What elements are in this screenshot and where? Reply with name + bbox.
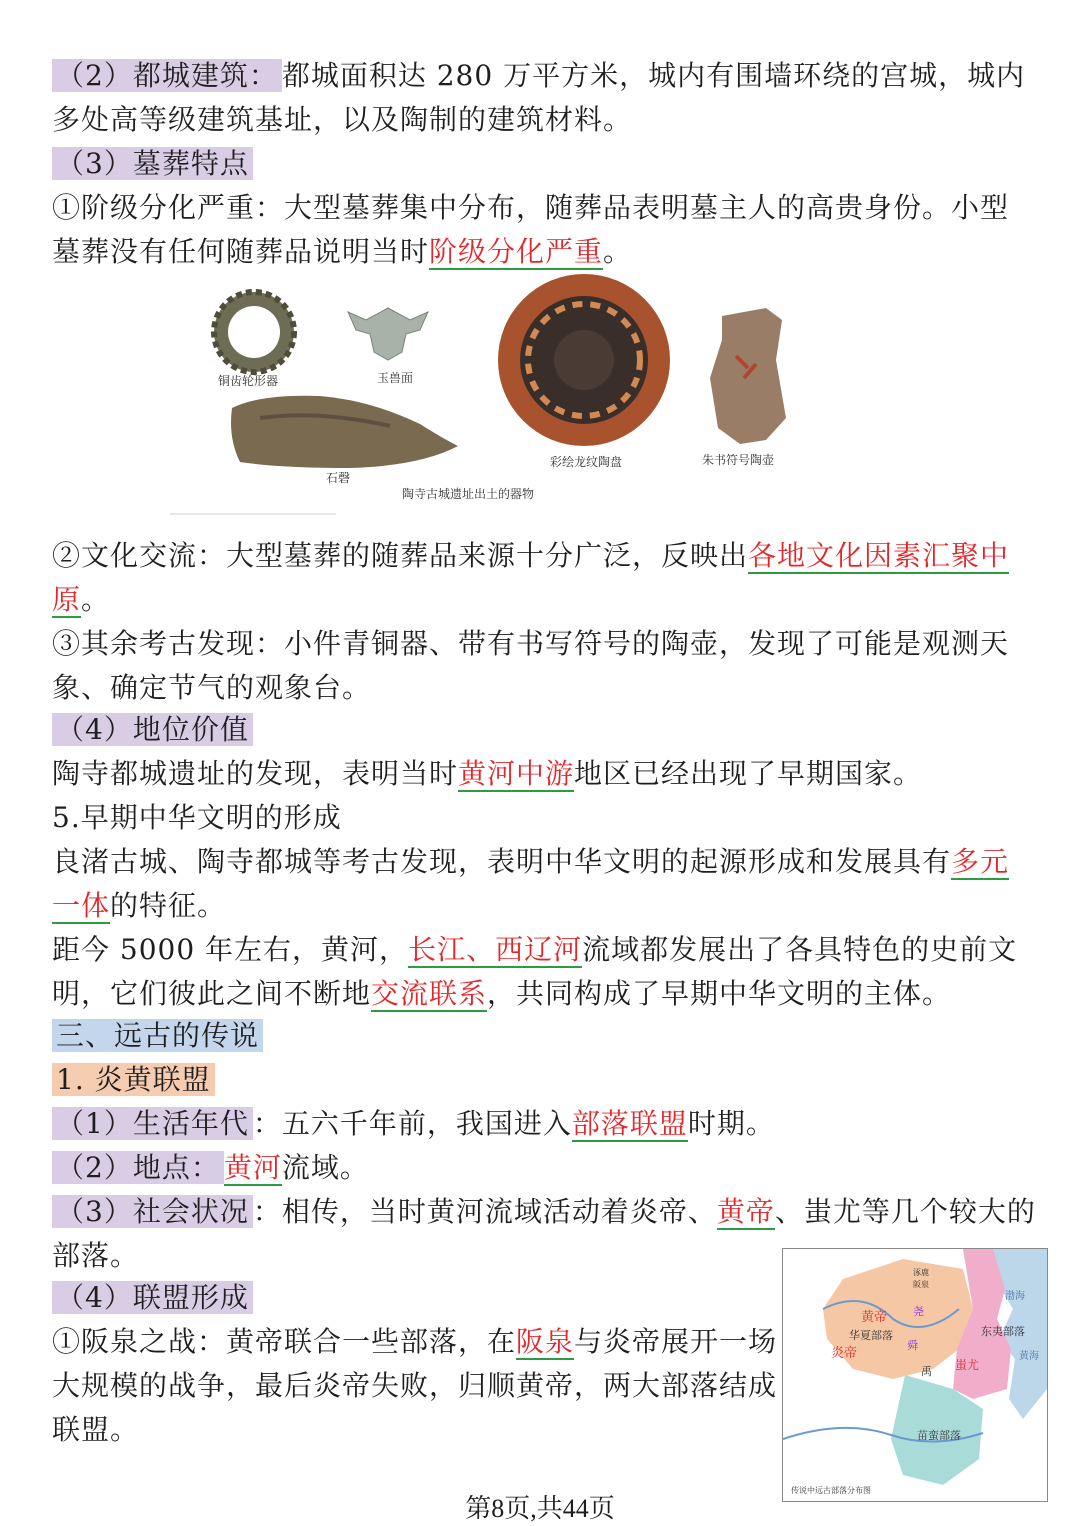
key-term: 多元 (951, 845, 1010, 878)
key-term: 一体 (52, 889, 111, 922)
heading-location: （2）地点： (52, 1151, 224, 1184)
caption-chime: 石磬 (326, 471, 351, 485)
text: 部落。 (52, 1239, 140, 1272)
text: 墓葬没有任何随葬品说明当时 (52, 235, 430, 268)
line (52, 1058, 215, 1102)
key-term: 交流联系 (371, 977, 488, 1010)
heading-burial-features: （3）墓葬特点 (52, 147, 253, 180)
text: ：五六千年前，我国进入 (252, 1107, 572, 1140)
line (52, 840, 1009, 884)
key-term: 各地文化因素汇聚中 (748, 539, 1010, 572)
label-bohai: 渤海 (1005, 1291, 1025, 1302)
artifacts-figure (170, 268, 830, 518)
line (52, 1102, 775, 1146)
text: 时期。 (687, 1107, 775, 1140)
text: 象、确定节气的观象台。 (52, 671, 372, 704)
subsection-heading: 1. 炎黄联盟 (52, 1063, 215, 1096)
key-term: 长江、西辽河 (408, 933, 583, 966)
line-capital-buildings (52, 54, 1025, 98)
line (52, 708, 253, 752)
inscribed-pot-image (710, 308, 786, 444)
text: 流域。 (281, 1151, 369, 1184)
label-yao: 尧 (913, 1305, 924, 1318)
heading-status-value: （4）地位价值 (52, 713, 253, 746)
line (52, 578, 110, 622)
text: 与炎帝展开一场 (574, 1325, 778, 1358)
text: 大规模的战争，最后炎帝失败，归顺黄帝，两大部落结成 (52, 1369, 778, 1402)
line (52, 1320, 777, 1364)
text: ①阪泉之战：黄帝联合一些部落，在 (52, 1325, 517, 1358)
label-yu: 禹 (921, 1365, 932, 1378)
text: 、蚩尤等几个较大的 (774, 1195, 1036, 1228)
tribes-map (782, 1248, 1048, 1502)
caption-gear: 铜齿轮形器 (218, 374, 279, 388)
line (52, 1276, 253, 1320)
section-heading: 5.早期中华文明的形成 (52, 801, 342, 834)
label-banquan: 阪泉 (913, 1280, 929, 1289)
figure-caption: 陶寺古城遗址出土的器物 (402, 487, 535, 501)
label-huangdi: 黄帝 (861, 1310, 888, 1325)
line (52, 796, 342, 840)
text: 。 (603, 235, 633, 268)
text: 陶寺都城遗址的发现，表明当时 (52, 757, 459, 790)
text: 的特征。 (110, 889, 227, 922)
text: 地区已经出现了早期国家。 (574, 757, 923, 790)
key-term: 阪泉 (516, 1325, 575, 1358)
line (52, 928, 1017, 972)
text: 良渚古城、陶寺都城等考古发现，表明中华文明的起源形成和发展具有 (52, 845, 952, 878)
page-footer: 第8页,共44页 (465, 1494, 615, 1523)
caption-jade: 玉兽面 (377, 371, 414, 385)
label-miaoman: 苗蛮部落 (917, 1429, 961, 1442)
key-term: 阶级分化严重 (429, 235, 604, 268)
label-shun: 舜 (907, 1339, 918, 1352)
jade-mask-image (348, 308, 428, 360)
line (52, 98, 632, 142)
stone-chime-image (231, 396, 458, 468)
label-dongyi: 东夷部落 (981, 1325, 1025, 1338)
text: ②文化交流：大型墓葬的随葬品来源十分广泛，反映出 (52, 539, 749, 572)
map-caption: 传说中远古部落分布图 (791, 1486, 871, 1495)
line (52, 1190, 1036, 1234)
line (52, 142, 253, 186)
text: 多处高等级建筑基址，以及陶制的建筑材料。 (52, 103, 633, 136)
line (52, 972, 951, 1016)
label-huanghai: 黄海 (1019, 1351, 1039, 1362)
heading-alliance: （4）联盟形成 (52, 1281, 253, 1314)
heading-era: （1）生活年代 (52, 1107, 253, 1140)
key-term: 黄河中游 (458, 757, 575, 790)
line (52, 186, 1009, 230)
line (52, 1364, 777, 1408)
line (52, 1014, 263, 1058)
line (52, 884, 226, 928)
caption-pot: 朱书符号陶壶 (702, 453, 775, 467)
text: ①阶级分化严重：大型墓葬集中分布，随葬品表明墓主人的高贵身份。小型 (52, 191, 1010, 224)
bronze-gear-image (214, 292, 294, 372)
label-zhuolu: 涿鹿 (913, 1268, 929, 1277)
text: 距今 5000 年左右，黄河， (52, 933, 409, 966)
line (52, 666, 371, 710)
line (52, 1146, 369, 1190)
label-chiyou: 蚩尤 (955, 1358, 980, 1372)
line (52, 622, 1009, 666)
label-huaxia: 华夏部落 (849, 1329, 893, 1342)
text: 联盟。 (52, 1413, 140, 1446)
line (52, 1408, 139, 1452)
heading-society: （3）社会状况 (52, 1195, 253, 1228)
heading-capital-buildings: （2）都城建筑： (52, 59, 282, 92)
text: 明，它们彼此之间不断地 (52, 977, 372, 1010)
painted-plate-image (498, 274, 670, 446)
key-term: 黄河 (223, 1151, 282, 1184)
caption-plate: 彩绘龙纹陶盘 (550, 455, 623, 469)
key-term: 原 (52, 583, 82, 616)
line (52, 752, 922, 796)
text: 。 (81, 583, 111, 616)
key-term: 部落联盟 (571, 1107, 688, 1140)
text: 流域都发展出了各具特色的史前文 (582, 933, 1018, 966)
text: ：相传，当时黄河流域活动着炎帝、 (252, 1195, 717, 1228)
label-yandi: 炎帝 (831, 1346, 858, 1361)
text: ，共同构成了早期中华文明的主体。 (487, 977, 952, 1010)
chapter-heading: 三、远古的传说 (52, 1019, 263, 1052)
text: ③其余考古发现：小件青铜器、带有书写符号的陶壶，发现了可能是观测天 (52, 627, 1010, 660)
line (52, 1234, 139, 1278)
text: 都城面积达 280 万平方米，城内有围墙环绕的宫城，城内 (281, 59, 1026, 92)
line (52, 534, 1009, 578)
key-term: 黄帝 (716, 1195, 775, 1228)
